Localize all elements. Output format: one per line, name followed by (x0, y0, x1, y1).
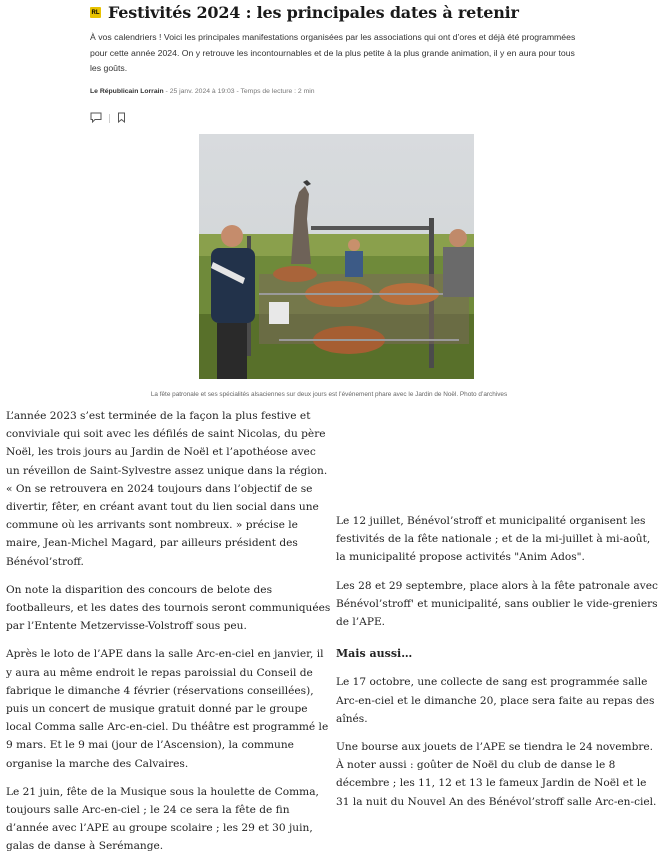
bookmark-icon[interactable] (117, 110, 126, 128)
article-actions (90, 110, 590, 128)
paragraph: L’année 2023 s’est terminée de la façon la plus festive et conviviale qui soit avec les défilés de saint Nicolas, du père Noël, les trois jours au Jardin de Noël et l’apothéose avec un réveillon de Saint-Sylvestre assez unique dans la région. « On se retrouvera en 2024 toujours dans l’objectif de se divertir, fêter, en créant avant tout du lien social dans une commune où les arrivants sont nombreux. » précise le maire, Jean-Michel Magard, par ailleurs président des Bénévol’stroff. (6, 410, 328, 568)
article-header (90, 0, 590, 128)
comment-icon[interactable] (90, 110, 102, 128)
article-photo (199, 134, 474, 379)
article-title: Festivités 2024 : les principales dates à retenir (108, 3, 519, 22)
newspaper-logo: RL (90, 7, 101, 18)
section-subheading: Mais aussi… (336, 647, 413, 661)
article-date-readtime: - 25 janv. 2024 à 19:03 - Temps de lecture : 2 min (163, 87, 315, 95)
paragraph: Le 17 octobre, une collecte de sang est programmée salle Arc-en-ciel et le dimanche 20, place sera faite au repas des aînés. (336, 676, 655, 725)
photo-caption: La fête patronale et ses spécialités alsaciennes sur deux jours est l’événement phare avec le Jardin de Noël. Photo d’archives (150, 391, 508, 398)
article-meta (90, 88, 590, 95)
paragraph: Une bourse aux jouets de l’APE se tiendra le 24 novembre. À noter aussi : goûter de Noël du club de danse le 8 décembre ; les 11, 12 et 13 le fameux Jardin de Noël et le 31 la nuit du Nouvel An des Bénévol’stroff salle Arc-en-ciel. (336, 741, 657, 808)
paragraph: On note la disparition des concours de belote des footballeurs, et les dates des tournois seront communiquées par l’Entente Metzervisse-Volstroff sous peu. (6, 583, 331, 633)
article-body-right (336, 512, 658, 821)
article-lead: À vos calendriers ! Voici les principales manifestations organisées par les associations qui ont d’ores et déjà été programmées pour cette année 2024. On y retrouve les incontournables et de la plus petite à la plus grande animation, il y en aura pour tous les goûts. (90, 32, 576, 73)
article-body-left (6, 407, 331, 866)
paragraph: Après le loto de l’APE dans la salle Arc-en-ciel en janvier, il y aura au même endroit le repas paroissial du Conseil de fabrique le dimanche 4 février (réservations conseillées), puis un concert de musique gratuit donné par le groupe local Comma salle Arc-en-ciel. Du théâtre est programmé le 9 mars. Et le 9 mai (jour de l’Ascension), la commune organise la marche des Calvaires. (6, 648, 329, 770)
paragraph: Le 21 juin, fête de la Musique sous la houlette de Comma, toujours salle Arc-en-ciel ; le 24 ce sera la fête de fin d’année avec l’APE au groupe scolaire ; les 29 et 30 juin, galas de danse à Serémange. (6, 785, 319, 853)
paragraph: Le 12 juillet, Bénévol’stroff et municipalité organisent les festivités de la fête nationale ; et de la mi-juillet à mi-août, la municipalité propose activités "Anim Ados". (336, 515, 651, 564)
title-row (90, 3, 590, 22)
action-divider (109, 114, 110, 123)
article-source[interactable]: Le Républicain Lorrain (90, 87, 164, 95)
paragraph: Les 28 et 29 septembre, place alors à la fête patronale avec Bénévol’stroff' et municipalité, sans oublier le vide-greniers de l’APE. (336, 579, 658, 629)
